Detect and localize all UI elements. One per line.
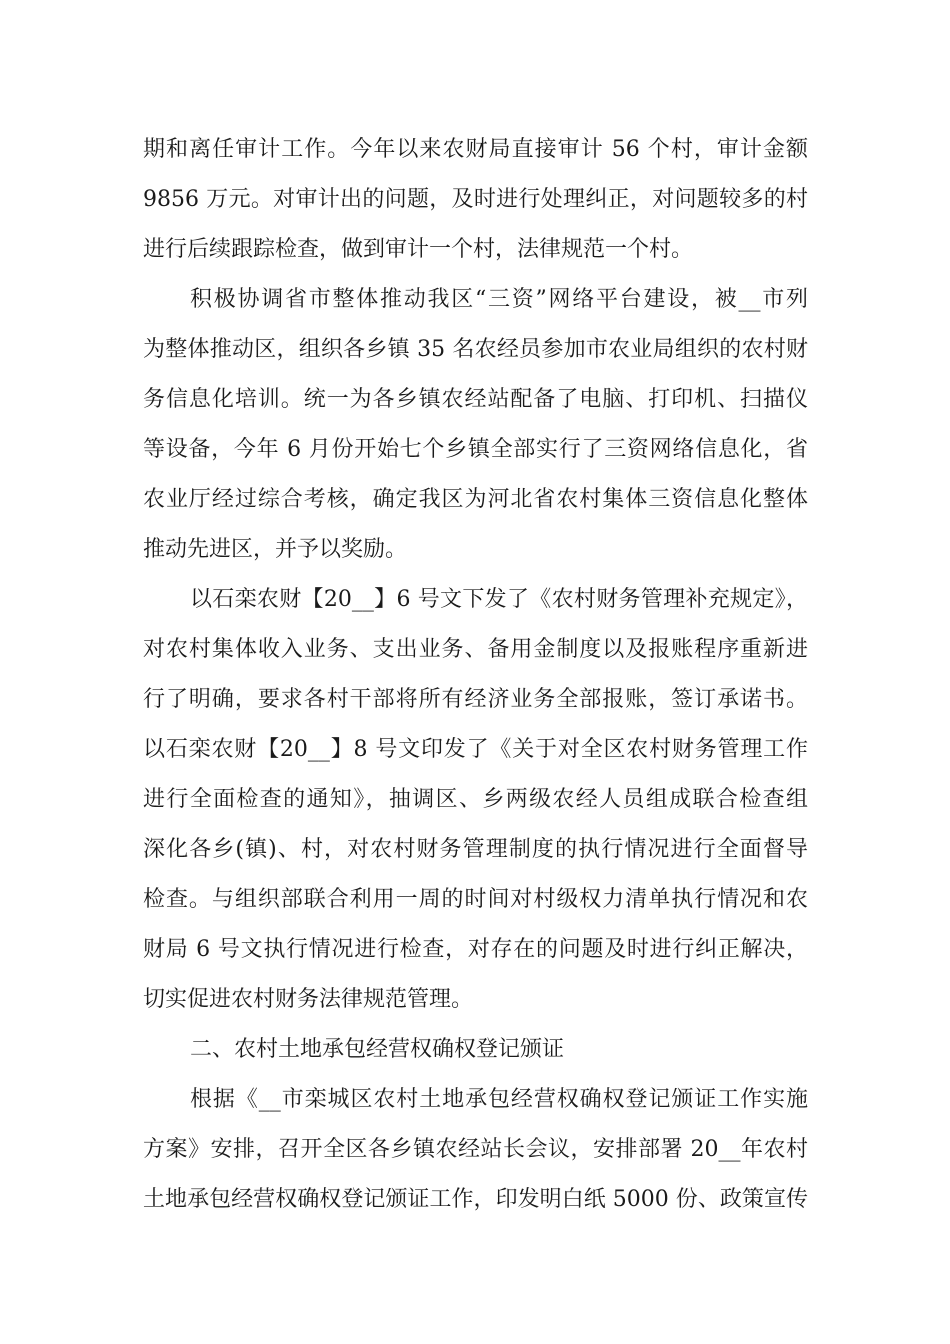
paragraph-start-line: 积极协调省市整体推动我区“三资”网络平台建设，被__市列: [190, 287, 808, 312]
text-line: 财局 6 号文执行情况进行检查，对存在的问题及时进行纠正解决，: [143, 937, 808, 962]
text-line: 等设备，今年 6 月份开始七个乡镇全部实行了三资网络信息化，省: [143, 437, 808, 462]
text-line: 9856 万元。对审计出的问题，及时进行处理纠正，对问题较多的村: [143, 187, 808, 212]
paragraph-start-line: 根据《__市栾城区农村土地承包经营权确权登记颁证工作实施: [190, 1087, 808, 1112]
text-line: 进行后续跟踪检查，做到审计一个村，法律规范一个村。: [143, 237, 694, 262]
text-line: 行了明确，要求各村干部将所有经济业务全部报账，签订承诺书。: [143, 687, 808, 712]
text-line: 土地承包经营权确权登记颁证工作，印发明白纸 5000 份、政策宣传: [143, 1187, 808, 1212]
text-line: 检查。与组织部联合利用一周的时间对村级权力清单执行情况和农: [143, 887, 808, 912]
paragraph-start-line: 以石栾农财【20__】6 号文下发了《农村财务管理补充规定》，: [190, 587, 808, 612]
text-line: 进行全面检查的通知》，抽调区、乡两级农经人员组成联合检查组: [143, 787, 808, 812]
text-line: 务信息化培训。统一为各乡镇农经站配备了电脑、打印机、扫描仪: [143, 387, 808, 412]
text-line: 以石栾农财【20__】8 号文印发了《关于对全区农村财务管理工作: [143, 737, 808, 762]
text-line: 方案》安排，召开全区各乡镇农经站长会议，安排部署 20__年农村: [143, 1137, 808, 1162]
text-line: 农业厅经过综合考核，确定我区为河北省农村集体三资信息化整体: [143, 487, 808, 512]
text-line: 推动先进区，并予以奖励。: [143, 537, 408, 562]
text-line: 为整体推动区，组织各乡镇 35 名农经员参加市农业局组织的农村财: [143, 337, 808, 362]
text-line: 深化各乡(镇)、村，对农村财务管理制度的执行情况进行全面督导: [143, 837, 808, 862]
section-heading: 二、农村土地承包经营权确权登记颁证: [190, 1037, 565, 1062]
text-line: 对农村集体收入业务、支出业务、备用金制度以及报账程序重新进: [143, 637, 808, 662]
text-line: 切实促进农村财务法律规范管理。: [143, 987, 474, 1012]
text-line: 期和离任审计工作。今年以来农财局直接审计 56 个村，审计金额: [143, 137, 808, 162]
